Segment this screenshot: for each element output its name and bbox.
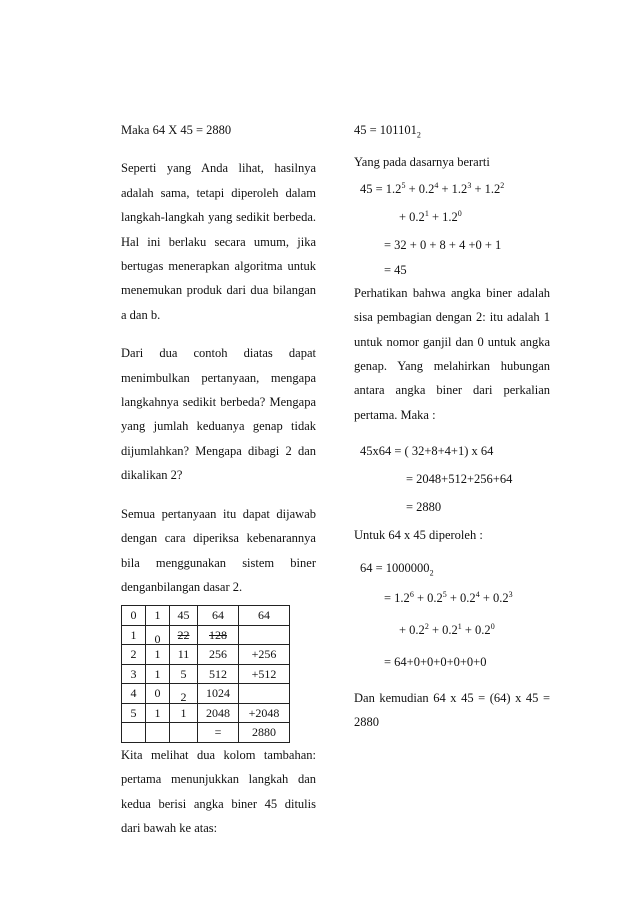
base-subscript: 2: [416, 130, 421, 140]
table-cell: 5: [170, 664, 198, 684]
term: = 1.2: [384, 590, 410, 605]
term: + 0.2: [479, 590, 509, 605]
right-column: [354, 118, 550, 734]
binary-64-value: 64 = 1000000: [360, 560, 430, 575]
paragraph-binary: Semua pertanyaan itu dapat dijawab dengan cara diperiksa kebenarannya bila menggunakan sistem biner denganbilangan dasar 2.: [121, 506, 316, 594]
table-row: [122, 684, 290, 704]
table-cell: 1: [170, 703, 198, 723]
table-cell: 1: [146, 606, 170, 626]
paragraph-final: Dan kemudian 64 x 45 = (64) x 45 = 2880: [354, 690, 550, 730]
exponent: 1: [424, 208, 429, 218]
binary-table: [121, 605, 290, 743]
paragraph-columns: Kita melihat dua kolom tambahan: pertama menunjukkan langkah dan kedua berisi angka biner 45 ditulis dari bawah ke atas:: [121, 747, 316, 836]
term: + 0.2: [413, 590, 443, 605]
term: + 0.2: [399, 209, 425, 224]
term: + 0.2: [428, 622, 458, 637]
base-subscript: 2: [429, 568, 434, 578]
multiplication-line1: 45x64 = ( 32+8+4+1) x 64: [360, 444, 494, 459]
exponent: 3: [467, 180, 472, 190]
term: + 1.2: [438, 181, 468, 196]
binary-64: [354, 554, 550, 582]
table-cell: +256: [239, 645, 290, 665]
term: + 0.2: [446, 590, 476, 605]
table-cell: 0: [146, 684, 170, 704]
table-cell-text: 2: [180, 690, 187, 705]
table-cell: 64: [239, 606, 290, 626]
table-cell: [146, 625, 170, 645]
result-line: Maka 64 X 45 = 2880: [121, 123, 232, 137]
paragraph-questions: Dari dua contoh diatas dapat menimbulkan pertanyaan, mengapa langkahnya sedikit berbeda? Mengapa yang jumlah keduanya genap tidak dijumlahkan? Mengapa dibagi 2 dan dikalikan 2?: [121, 346, 316, 483]
table-cell: 4: [122, 684, 146, 704]
table-cell: 1: [122, 625, 146, 645]
expansion-45-line1: [354, 175, 550, 203]
table-cell: +2048: [239, 703, 290, 723]
multiplication-line2: = 2048+512+256+64: [406, 472, 513, 487]
exponent: 6: [409, 589, 414, 599]
exponent: 2: [424, 621, 429, 631]
term: + 1.2: [428, 209, 458, 224]
table-cell: 256: [198, 645, 239, 665]
struck-value: 22: [177, 627, 190, 642]
table-row: [122, 625, 290, 645]
table-cell: [239, 684, 290, 704]
table-cell: [146, 723, 170, 743]
expansion-64-line2: [354, 614, 550, 646]
table-cell: 1: [146, 664, 170, 684]
table-row-total: [122, 723, 290, 743]
table-row: [122, 703, 290, 723]
multiplication-line3: = 2880: [406, 500, 442, 515]
table-cell: +512: [239, 664, 290, 684]
table-cell-text: 0: [154, 631, 161, 646]
table-cell: 1024: [198, 684, 239, 704]
table-cell: 64: [198, 606, 239, 626]
table-cell: 11: [170, 645, 198, 665]
term: + 0.2: [461, 622, 491, 637]
table-cell: =: [198, 723, 239, 743]
table-cell-struck: [170, 625, 198, 645]
table-cell: [122, 723, 146, 743]
term: + 0.2: [405, 181, 435, 196]
table-cell: 1: [146, 703, 170, 723]
expansion-64-line1: [354, 582, 550, 614]
table-cell: [170, 684, 198, 704]
table-cell: 512: [198, 664, 239, 684]
table-cell: 1: [146, 645, 170, 665]
table-cell: [170, 723, 198, 743]
struck-value: 128: [209, 627, 227, 642]
paragraph-same-result: Seperti yang Anda lihat, hasilnya adalah sama, tetapi diperoleh dalam langkah-langkah yang sedikit berbeda. Hal ini berlaku secara umum, jika bertugas menerapkan algoritma untuk menemukan produk dari dua bilangan a dan b.: [121, 161, 316, 322]
table-cell: 45: [170, 606, 198, 626]
table-row: [122, 606, 290, 626]
table-cell: 2048: [198, 703, 239, 723]
expansion-45-line3: = 32 + 0 + 8 + 4 +0 + 1: [384, 237, 502, 252]
exponent: 4: [434, 180, 439, 190]
exponent: 4: [475, 589, 480, 599]
exponent: 5: [442, 589, 447, 599]
table-row: [122, 664, 290, 684]
table-cell: 5: [122, 703, 146, 723]
table-cell: 2880: [239, 723, 290, 743]
exponent: 0: [490, 621, 495, 631]
exponent: 3: [508, 589, 513, 599]
paragraph-remainder: Perhatikan bahwa angka biner adalah sisa pembagian dengan 2: itu adalah 1 untuk nomor ganjil dan 0 untuk angka genap. Yang melahirkan hubungan antara angka biner dari perkalian pertama. Maka :: [354, 285, 550, 422]
term: + 0.2: [399, 622, 425, 637]
exponent: 5: [401, 180, 406, 190]
table-cell: 2: [122, 645, 146, 665]
exponent: 1: [457, 621, 462, 631]
table-cell-struck: [198, 625, 239, 645]
term: + 1.2: [471, 181, 501, 196]
table-cell: 3: [122, 664, 146, 684]
term: 45 = 1.2: [360, 181, 402, 196]
intro-64x45: Untuk 64 x 45 diperoleh :: [354, 528, 483, 543]
exponent: 0: [457, 208, 462, 218]
table-cell: 0: [122, 606, 146, 626]
expansion-45-line2: [354, 203, 550, 231]
expansion-45-line4: = 45: [384, 262, 407, 277]
table-row: [122, 645, 290, 665]
left-column: [121, 118, 316, 840]
binary-45-value: 45 = 101101: [354, 123, 417, 137]
exponent: 2: [500, 180, 505, 190]
intro-meaning: Yang pada dasarnya berarti: [354, 155, 490, 170]
binary-45: [354, 118, 550, 142]
table-cell: [239, 625, 290, 645]
expansion-64-line3: = 64+0+0+0+0+0+0: [384, 654, 487, 669]
